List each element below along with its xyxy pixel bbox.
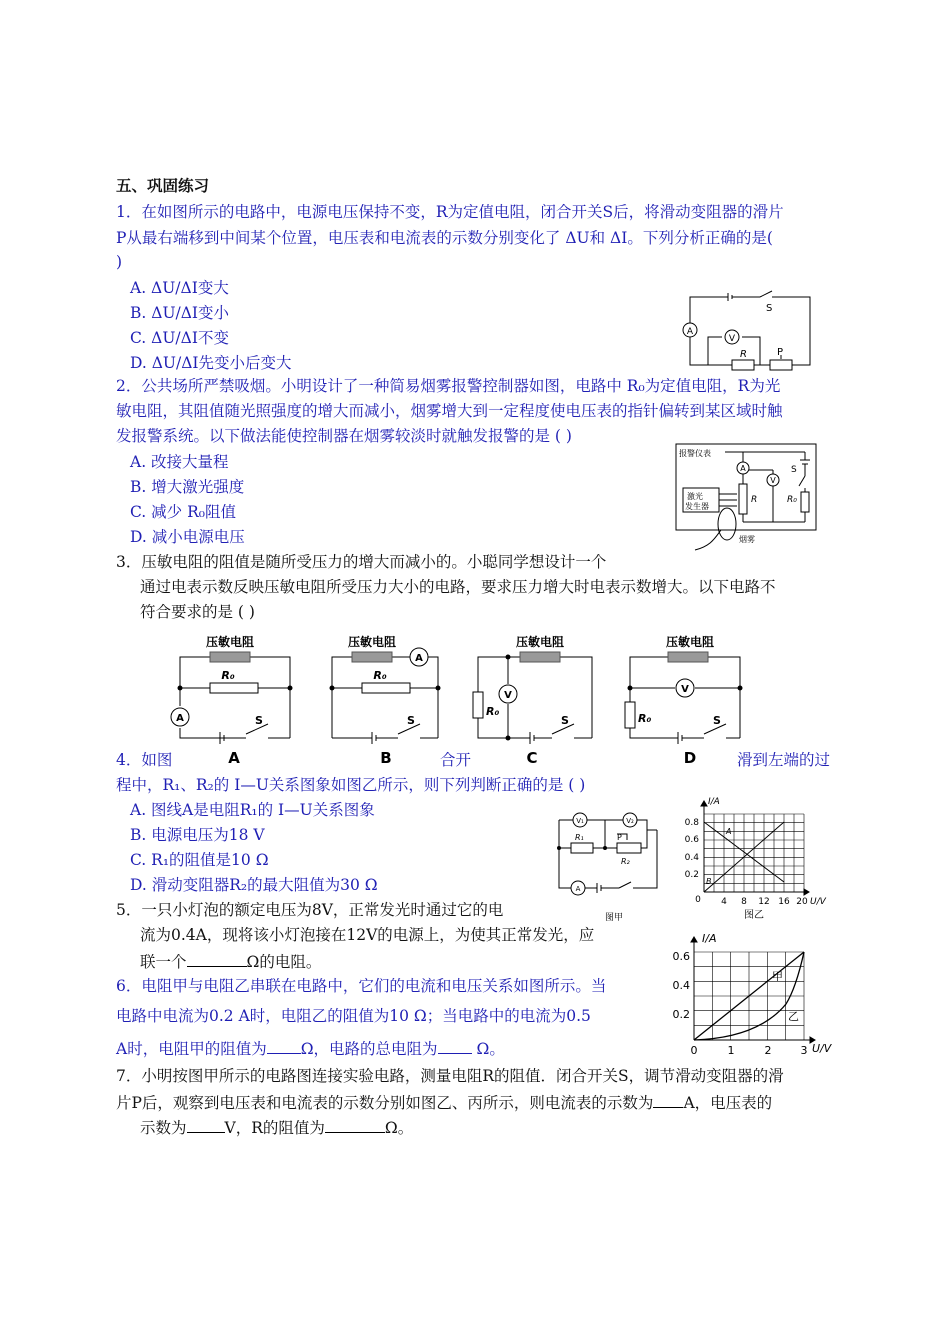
q2-laser-label-1: 激光 — [687, 492, 703, 501]
q2-option-d: D. 减小电源电压 — [130, 528, 245, 546]
q6-line3-b: Ω，电路的总电阻为 — [300, 1040, 438, 1058]
q5-line3 — [140, 950, 321, 972]
q4-r1-label: R₁ — [575, 833, 584, 842]
q3a-switch: S — [255, 714, 263, 727]
q4-graph-ylabel: I/A — [708, 797, 720, 807]
q3a-r0: R₀ — [221, 669, 235, 682]
q2-smoke-alarm-figure — [675, 442, 820, 554]
q4-circuit-figure — [555, 808, 665, 926]
q3b-r0: R₀ — [373, 669, 387, 682]
q1-resistor-label: R — [740, 349, 747, 360]
q6-ytick-2: 0.2 — [672, 1008, 690, 1021]
q6-xtick-0: 0 — [690, 1044, 698, 1057]
q3c-meter: V — [504, 690, 512, 701]
q7-line3-a: 示数为 — [140, 1119, 187, 1137]
q3c-switch: S — [561, 714, 569, 727]
q3-circuit-c — [468, 632, 608, 767]
q3b-switch: S — [407, 714, 415, 727]
q3-circuit-a — [162, 632, 302, 767]
q1-option-a: A. ΔU/ΔI变大 — [130, 279, 229, 297]
q4-ytick-3: 0.2 — [684, 870, 699, 880]
q3-option-letter-b[interactable]: B — [380, 749, 392, 767]
q4-line-b-label: B — [706, 877, 712, 886]
q2-r0-label: R₀ — [787, 495, 797, 505]
q6-ytick-0: 0.6 — [672, 950, 690, 963]
q3a-meter: A — [176, 713, 184, 724]
q2-line1: 2．公共场所严禁吸烟。小明设计了一种简易烟雾报警控制器如图，电路中 R₀为定值电阻，R为光 — [116, 377, 781, 395]
q3-option-letter-d[interactable]: D — [683, 749, 697, 767]
q7-blank-resistance[interactable] — [325, 1116, 385, 1133]
q7-line1: 7．小明按图甲所示的电路图连接实验电路，测量电阻R的阻值．闭合开关S，调节滑动变阻器的滑 — [116, 1067, 784, 1085]
q4-line1-mid: 合开 — [440, 751, 472, 769]
q4-graph-xlabel: U/V — [810, 897, 826, 907]
q6-blank-2[interactable] — [438, 1037, 472, 1054]
q1-slider-label: P — [777, 347, 784, 358]
q5-answer-blank[interactable] — [187, 950, 247, 967]
q4-option-c: C. R₁的阻值是10 Ω — [130, 851, 269, 869]
q4-caption-yi: 图乙 — [744, 910, 764, 921]
q1-line2: P从最右端移到中间某个位置，电压表和电流表的示数分别变化了 ΔU和 ΔI。下列分析正确的是( — [116, 229, 773, 247]
q1-option-b: B. ΔU/ΔI变小 — [130, 304, 230, 322]
q4-xtick-0: 0 — [695, 895, 701, 905]
q1-voltmeter-label: V — [728, 334, 736, 344]
q2-option-c: C. 减少 R₀阻值 — [130, 503, 236, 521]
q7-line2-b: A，电压表的 — [683, 1094, 773, 1112]
q1-line1: 1．在如图所示的电路中，电源电压保持不变，R为定值电阻，闭合开关S后，将滑动变阻器的滑片 — [116, 203, 784, 221]
q6-xtick-3: 3 — [800, 1044, 808, 1057]
q3b-title: 压敏电阻 — [347, 635, 397, 649]
q3b-meter: A — [415, 653, 423, 664]
q4-ytick-2: 0.4 — [684, 853, 699, 863]
q6-blank-1[interactable] — [267, 1037, 301, 1054]
q7-blank-voltage[interactable] — [187, 1116, 225, 1133]
q3d-title: 压敏电阻 — [665, 635, 715, 649]
q6-chart-xlabel: U/V — [812, 1042, 832, 1055]
q6-chart-ylabel: I/A — [702, 932, 717, 945]
q2-option-a: A. 改接大量程 — [130, 453, 229, 471]
q4-xtick-4: 16 — [778, 897, 790, 907]
q3a-title: 压敏电阻 — [205, 635, 255, 649]
q2-line3: 发报警系统。以下做法能使控制器在烟雾较淡时就触发报警的是 ( ) — [116, 427, 572, 445]
q6-ytick-1: 0.4 — [672, 979, 690, 992]
q5-line3-start: 联一个 — [140, 953, 187, 971]
q2-smoke-label: 烟雾 — [739, 535, 755, 544]
q4-p-label: P — [617, 833, 622, 842]
q2-voltmeter-label: V — [770, 476, 776, 485]
q4-line1-end: 滑到左端的过 — [737, 751, 831, 769]
q2-ammeter-label: A — [740, 464, 746, 473]
q4-option-b: B. 电源电压为18 V — [130, 826, 265, 844]
q3-option-letter-a[interactable]: A — [228, 749, 240, 767]
q4-option-a: A. 图线A是电阻R₁的 I—U关系图象 — [130, 801, 375, 819]
q4-xtick-2: 8 — [741, 897, 747, 907]
q6-line2: 电路中电流为0.2 A时，电阻乙的阻值为10 Ω；当电路中的电流为0.5 — [116, 1007, 591, 1025]
q2-line2: 敏电阻，其阻值随光照强度的增大而减小，烟雾增大到一定程度使电压表的指针偏转到某区域时触 — [116, 402, 783, 420]
q7-line3 — [140, 1116, 413, 1138]
q2-alarm-label: 报警仪表 — [679, 449, 711, 458]
q6-line1: 6．电阻甲与电阻乙串联在电路中，它们的电流和电压关系如图所示。当 — [116, 977, 607, 995]
q7-blank-current[interactable] — [653, 1091, 683, 1108]
q4-ytick-0: 0.8 — [684, 818, 699, 828]
q6-label-yi: 乙 — [788, 1010, 799, 1023]
q7-line2 — [116, 1091, 772, 1113]
q3-line3: 符合要求的是 ( ) — [140, 603, 255, 621]
q4-iu-graph — [682, 792, 842, 922]
q3-circuit-b — [314, 632, 454, 767]
q3d-r0: R₀ — [638, 712, 652, 725]
q5-line1: 5．一只小灯泡的额定电压为8V，正常发光时通过它的电 — [116, 901, 504, 919]
q4-line1-start: 4．如图 — [116, 751, 173, 769]
q2-laser-label-2: 发生器 — [685, 502, 709, 511]
q6-iu-chart — [668, 930, 843, 1060]
q3d-switch: S — [713, 714, 721, 727]
q4-ammeter-label: A — [575, 885, 581, 893]
q2-r-label: R — [751, 495, 758, 505]
section-title: 五、巩固练习 — [116, 176, 210, 195]
q7-line3-b: V，R的阻值为 — [224, 1119, 325, 1137]
q3-line2: 通过电表示数反映压敏电阻所受压力大小的电路，要求压力增大时电表示数增大。以下电路不 — [140, 578, 776, 596]
q4-xtick-3: 12 — [758, 897, 770, 907]
q4-xtick-5: 20 — [796, 897, 808, 907]
q4-v1-label: V₁ — [576, 817, 584, 825]
q6-line3-a: A时，电阻甲的阻值为 — [116, 1040, 267, 1058]
q7-line2-a: 片P后，观察到电压表和电流表的示数分别如图乙、丙所示，则电流表的示数为 — [116, 1094, 654, 1112]
q5-line2: 流为0.4A，现将该小灯泡接在12V的电源上，为使其正常发光，应 — [140, 926, 595, 944]
q4-line-a-label: A — [726, 827, 732, 836]
q6-label-jia: 甲 — [772, 970, 783, 983]
q1-switch-label: S — [766, 303, 773, 314]
q3d-meter: V — [681, 684, 689, 695]
q6-line3-c: Ω。 — [471, 1040, 505, 1058]
q4-r2-label: R₂ — [621, 857, 630, 866]
q1-option-d: D. ΔU/ΔI先变小后变大 — [130, 354, 292, 372]
q2-option-b: B. 增大激光强度 — [130, 478, 245, 496]
q4-xtick-1: 4 — [721, 897, 727, 907]
q1-ammeter-label: A — [686, 327, 694, 337]
q4-option-d: D. 滑动变阻器R₂的最大阻值为30 Ω — [130, 876, 378, 894]
q1-circuit-figure — [680, 285, 820, 375]
q3-circuit-d — [620, 632, 760, 767]
q1-option-c: C. ΔU/ΔI不变 — [130, 329, 229, 347]
q3c-r0: R₀ — [486, 705, 500, 718]
q1-line3: ) — [116, 253, 123, 271]
q4-line2: 程中，R₁、R₂的 I—U关系图象如图乙所示，则下列判断正确的是 ( ) — [116, 776, 586, 794]
q6-xtick-1: 1 — [727, 1044, 735, 1057]
q6-xtick-2: 2 — [764, 1044, 772, 1057]
q2-switch-label: S — [791, 465, 797, 475]
q3c-title: 压敏电阻 — [515, 635, 565, 649]
q3-line1: 3．压敏电阻的阻值是随所受压力的增大而减小的。小聪同学想设计一个 — [116, 553, 607, 571]
q4-caption-jia: 图甲 — [605, 913, 624, 923]
q3-option-letter-c[interactable]: C — [526, 749, 538, 767]
q6-line3 — [116, 1037, 505, 1059]
q5-line3-end: Ω的电阻。 — [246, 953, 322, 971]
q4-ytick-1: 0.6 — [684, 835, 699, 845]
q4-v2-label: V₂ — [626, 817, 634, 825]
q7-line3-c: Ω。 — [384, 1119, 414, 1137]
